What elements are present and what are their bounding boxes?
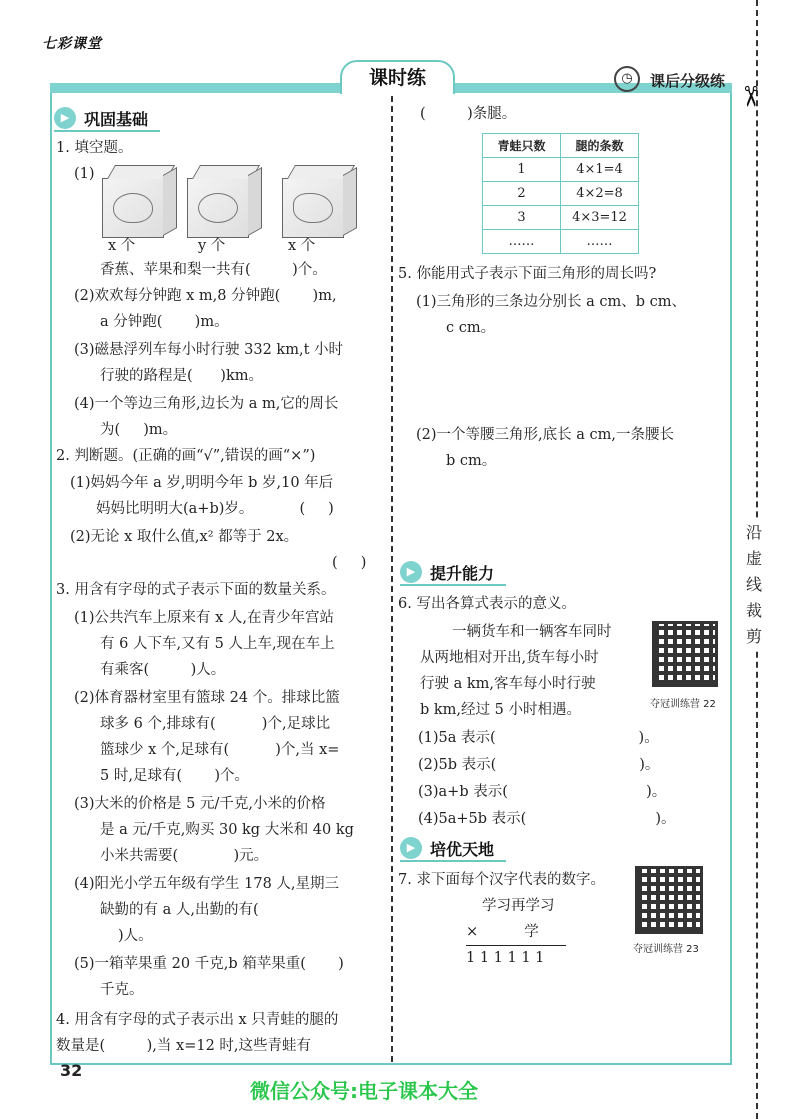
brand-logo: 七彩课堂 [42,36,102,52]
apple-cube [187,178,249,238]
q1-p3a: (3)磁悬浮列车每小时行驶 332 km,t 小时 [74,342,344,358]
q6-item-1: (1)5a 表示( )。 [418,730,659,746]
q3-p3a: (3)大米的价格是 5 元/千克,小米的价格 [74,796,326,812]
q6-title: 6. 写出各算式表示的意义。 [398,596,576,612]
q1-p3b: 行驶的路程是( )km。 [100,368,264,384]
q6-story-1: 一辆货车和一辆客车同时 [452,624,612,640]
qr-code-icon[interactable] [652,621,718,687]
banana-icon [113,193,153,223]
table-row: 1 4×1=4 [483,158,639,182]
q6-item-2: (2)5b 表示( )。 [418,757,660,773]
q6-story-3: 行驶 a km,客车每小时行驶 [420,676,596,692]
section-excel: ▶ 培优天地 [400,836,506,862]
q3-p1b: 有 6 人下车,又有 5 人上车,现在车上 [100,636,335,652]
scissors-icon: ✂ [734,84,768,109]
q1-p1-num: (1) [74,166,95,182]
play-icon: ▶ [400,837,422,859]
tiered-label: 课后分级练 [650,72,726,90]
qr-caption: 夺冠训练营 22 [650,699,716,710]
footer-watermark: 微信公众号:电子课本大全 [250,1079,478,1103]
q7-line3: 1 1 1 1 1 1 [466,950,545,966]
q7-line1: 学习再学习 [482,898,555,914]
cube-label-apple: y 个 [198,238,226,254]
q1-p4a: (4)一个等边三角形,边长为 a m,它的周长 [74,396,339,412]
q6-item-3: (3)a+b 表示( )。 [418,784,667,800]
q3-p2d: 5 时,足球有( )个。 [100,768,250,784]
pear-icon [293,193,333,223]
table-header: 腿的条数 [561,134,639,158]
q1-p2a: (2)欢欢每分钟跑 x m,8 分钟跑( )m, [74,288,337,304]
q6-story-4: b km,经过 5 小时相遇。 [420,702,581,718]
page-number: 32 [60,1061,83,1080]
frog-table [482,133,639,254]
q3-p2b: 球多 6 个,排球有( )个,足球比 [100,716,331,732]
q6-item-4: (4)5a+5b 表示( )。 [418,811,676,827]
q1-p4b: 为( )m。 [100,422,178,438]
q3-p1c: 有乘客( )人。 [100,662,226,678]
q3-p4a: (4)阳光小学五年级有学生 178 人,星期三 [74,876,340,892]
table-row: 2 4×2=8 [483,182,639,206]
q1-p1-text: 香蕉、苹果和梨一共有( )个。 [100,262,327,278]
q4-line-b: 数量是( ),当 x=12 时,这些青蛙有 [56,1038,312,1054]
q4-line-a: 4. 用含有字母的式子表示出 x 只青蛙的腿的 [56,1012,339,1028]
play-icon: ▶ [54,107,76,129]
q2-p2b: ( ) [332,555,367,571]
cut-label: 沿 虚 线 裁 剪 [740,520,768,650]
qr-code-icon[interactable] [635,866,703,934]
section-improve: ▶ 提升能力 [400,560,506,586]
cube-label-pear: x 个 [288,238,316,254]
table-header: 青蛙只数 [483,134,561,158]
q5-p1b: c cm。 [446,320,496,336]
q3-p5b: 千克。 [100,982,144,998]
cube-label-banana: x 个 [108,238,136,254]
q2-title: 2. 判断题。(正确的画“√”,错误的画“×”) [56,448,316,464]
section-basic: ▶ 巩固基础 [54,106,160,132]
q6-story-2: 从两地相对开出,货车每小时 [420,650,599,666]
play-icon: ▶ [400,561,422,583]
q3-p1a: (1)公共汽车上原来有 x 人,在青少年宫站 [74,610,335,626]
q3-p5a: (5)一箱苹果重 20 千克,b 箱苹果重( ) [74,956,344,972]
q5-p2b: b cm。 [446,453,497,469]
q2-p1b: 妈妈比明明大(a+b)岁。 ( ) [96,501,334,517]
qr-caption: 夺冠训练营 23 [633,944,699,955]
q5-title: 5. 你能用式子表示下面三角形的周长吗? [398,266,657,282]
q2-p1a: (1)妈妈今年 a 岁,明明今年 b 岁,10 年后 [70,475,334,491]
column-divider [391,96,393,1062]
q1-p2b: a 分钟跑( )m。 [100,314,229,330]
q3-p3c: 小米共需要( )元。 [100,848,269,864]
q3-p4b: 缺勤的有 a 人,出勤的有( [100,902,259,918]
pear-cube [282,178,344,238]
q3-p3b: 是 a 元/千克,购买 30 kg 大米和 40 kg [100,822,354,838]
apple-icon [198,193,238,223]
clock-icon: ◷ [614,66,640,92]
q1-title: 1. 填空题。 [56,140,133,156]
q5-p2a: (2)一个等腰三角形,底长 a cm,一条腰长 [416,427,674,443]
q7-line2: × 学 [466,919,566,946]
banana-cube [102,178,164,238]
q2-p2a: (2)无论 x 取什么值,x² 都等于 2x。 [70,529,299,545]
q7-title: 7. 求下面每个汉字代表的数字。 [398,872,605,888]
page-title: 课时练 [340,60,455,94]
q3-p2c: 篮球少 x 个,足球有( )个,当 x= [100,742,340,758]
q3-title: 3. 用含有字母的式子表示下面的数量关系。 [56,582,336,598]
q3-p2a: (2)体育器材室里有篮球 24 个。排球比篮 [74,690,340,706]
q5-p1a: (1)三角形的三条边分别长 a cm、b cm、 [416,294,687,310]
table-row: …… …… [483,230,639,254]
table-row: 3 4×3=12 [483,206,639,230]
q3-p4c: )人。 [118,928,153,944]
q4-line-c: ( )条腿。 [420,106,517,122]
